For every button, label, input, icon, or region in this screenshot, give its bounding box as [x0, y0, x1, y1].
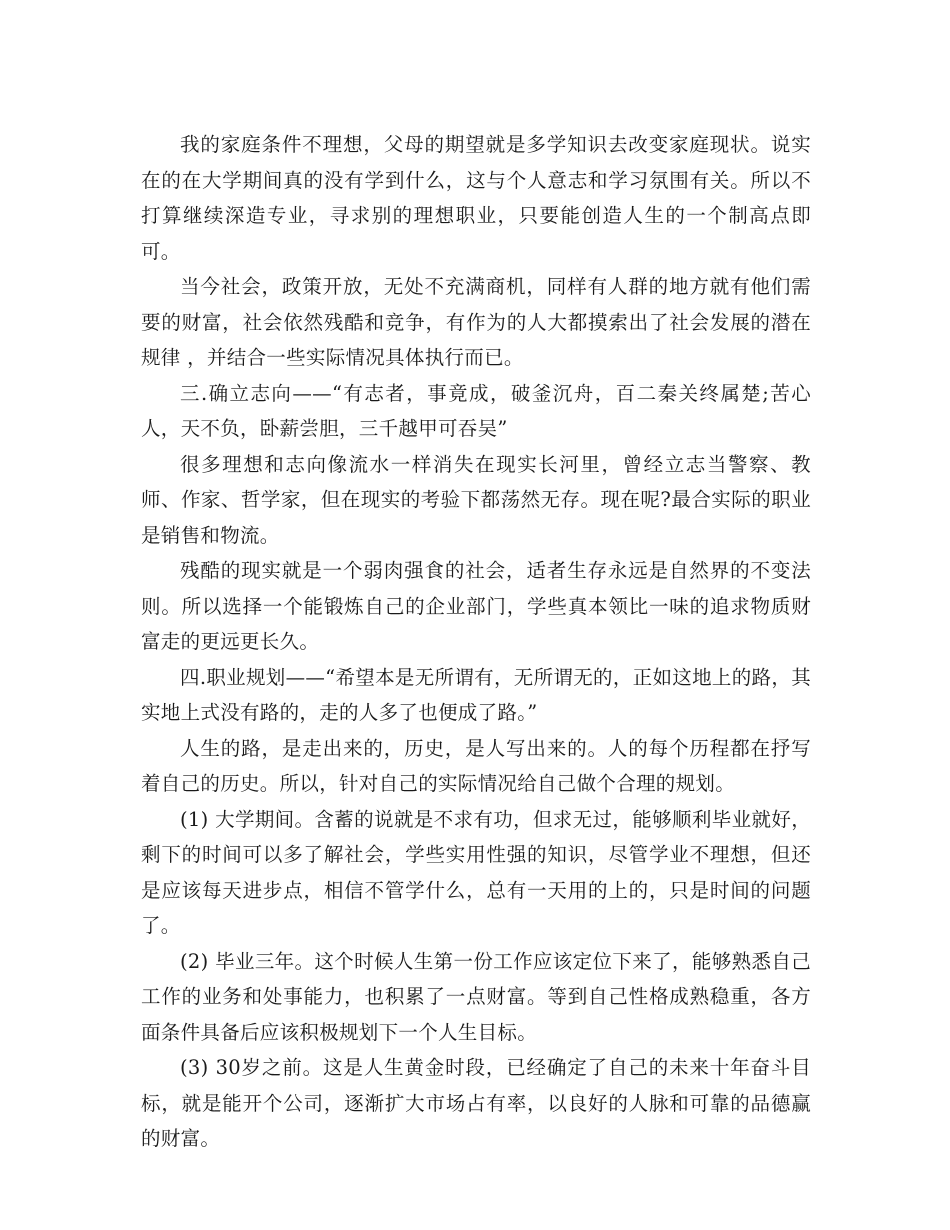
heading-career-plan: 四.职业规划——“希望本是无所谓有，无所谓无的，正如这地上的路，其实地上式没有路的，走的人多了也便成了路。”	[141, 665, 811, 724]
paragraph-reality: 残酷的现实就是一个弱肉强食的社会，适者生存永远是自然界的不变法则。所以选择一个能锻炼自己的企业部门，学些真本领比一味的追求物质财富走的更远更长久。	[141, 559, 811, 653]
paragraph-family-background: 我的家庭条件不理想，父母的期望就是多学知识去改变家庭现状。说实在的在大学期间真的没有学到什么，这与个人意志和学习氛围有关。所以不打算继续深造专业，寻求别的理想职业，只要能创造人生的一个制高点即可。	[141, 133, 811, 263]
plan-item-before-thirty: (3) 30岁之前。这是人生黄金时段，已经确定了自己的未来十年奋斗目标，就是能开个公司，逐渐扩大市场占有率，以良好的人脉和可靠的品德赢的财富。	[141, 1056, 811, 1150]
paragraph-life-road: 人生的路，是走出来的，历史，是人写出来的。人的每个历程都在抒写着自己的历史。所以，针对自己的实际情况给自己做个合理的规划。	[141, 736, 811, 795]
paragraph-ideals: 很多理想和志向像流水一样消失在现实长河里，曾经立志当警察、教师、作家、哲学家，但在现实的考验下都荡然无存。现在呢?最合实际的职业是销售和物流。	[141, 452, 811, 547]
plan-item-three-years: (2) 毕业三年。这个时候人生第一份工作应该定位下来了，能够熟悉自己工作的业务和处事能力，也积累了一点财富。等到自己性格成熟稳重，各方面条件具备后应该积极规划下一个人生目标。	[141, 949, 811, 1044]
paragraph-society: 当今社会，政策开放，无处不充满商机，同样有人群的地方就有他们需要的财富，社会依然残酷和竞争，有作为的人大都摸索出了社会发展的潜在规律 ，并结合一些实际情况具体执行而已。	[141, 275, 811, 369]
document-body	[141, 127, 811, 1157]
heading-set-ambition: 三.确立志向——“有志者，事竟成，破釜沉舟，百二秦关终属楚;苦心人，天不负，卧薪尝胆，三千越甲可吞吴”	[141, 381, 811, 440]
plan-item-college: (1) 大学期间。含蓄的说就是不求有功，但求无过，能够顺利毕业就好，剩下的时间可以多了解社会，学些实用性强的知识，尽管学业不理想，但还是应该每天进步点，相信不管学什么，总有一天用的上的，只是时间的问题了。	[141, 807, 811, 937]
